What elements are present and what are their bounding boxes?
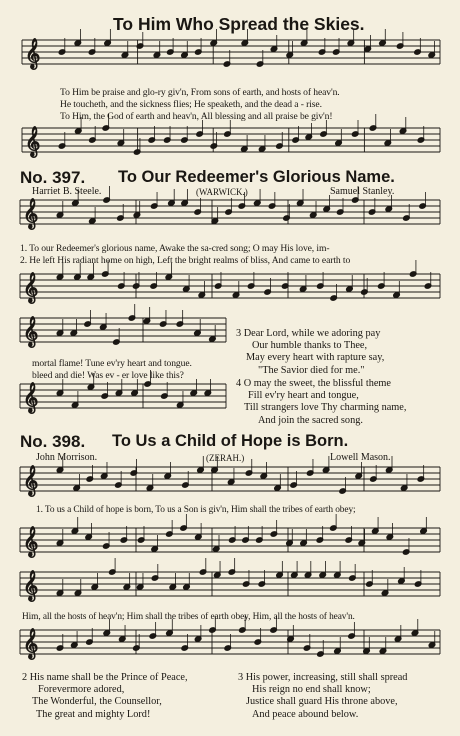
clef-icon: 𝄞 (23, 466, 39, 496)
clef-icon: 𝄞 (23, 383, 39, 413)
hymn398-lyric-2: Him, all the hosts of heav'n; Him shall the tribes of earth obey, Him, all the hosts of heav'n. (22, 612, 355, 622)
hymn1-title: To Him Who Spread the Skies. (113, 14, 365, 34)
clef-icon: 𝄞 (25, 127, 41, 157)
hymn398-verse-3: 3 His power, increasing, still shall spread His reign no end shall know; Justice shall guard His throne above, And peace abound below. (238, 672, 408, 720)
hymn397-composer: Samuel Stanley. (330, 186, 395, 197)
hymn397-lyric-1: 1. To our Redeemer's glorious name, Awake the sa-cred song; O may His love, im- (20, 243, 330, 254)
hymn1-lyric-3: To Him, the God of earth and heav'n, All blessing and all praise be giv'n! (60, 111, 333, 122)
clef-icon: 𝄞 (23, 199, 39, 229)
clef-icon: 𝄞 (23, 317, 39, 347)
clef-icon: 𝄞 (23, 273, 39, 303)
hymn397-verse-3: 3 Dear Lord, while we adoring pay Our humble thanks to Thee, May every heart with rapture say, "The Savior died for me." (236, 328, 385, 376)
hymn398-composer: Lowell Mason. (330, 452, 391, 463)
hymn398-number: No. 398. (20, 432, 86, 451)
hymn398-verse-2: 2 His name shall be the Prince of Peace, Forevermore adored, The Wonderful, the Counsellor, The great and mighty Lord! (22, 672, 188, 720)
hymn397-lyric-cont-1: mortal flame! Tune ev'ry heart and tongue. (32, 358, 192, 369)
clef-icon: 𝄞 (23, 527, 39, 557)
clef-icon: 𝄞 (23, 571, 39, 601)
hymn398-tune: (ZERAH.) (206, 453, 245, 463)
hymn397-verse-4: 4 O may the sweet, the blissful theme Fill ev'ry heart and tongue, Till strangers love Thy charming name, And join the sacred song. (236, 378, 407, 426)
clef-icon: 𝄞 (23, 629, 39, 659)
hymn397-lyric-cont-2: bleed and die! Was ev - er love like this? (32, 370, 184, 381)
clef-icon: 𝄞 (25, 39, 41, 69)
hymn397-lyric-2: 2. He left His radiant home on high, Left the bright realms of bliss, And came to earth to (20, 255, 351, 266)
hymn1-lyric-1: To Him be praise and glo-ry giv'n, From sons of earth, and hosts of heav'n. (60, 87, 340, 98)
hymn398-title: To Us a Child of Hope is Born. (112, 432, 349, 450)
hymn398-author: John Morrison. (36, 452, 98, 463)
hymn397-title: To Our Redeemer's Glorious Name. (118, 168, 395, 186)
hymn398-lyric-1: 1. To us a Child of hope is born, To us a Son is giv'n, Him shall the tribes of earth obey; (36, 505, 356, 515)
hymn397-number: No. 397. (20, 168, 86, 187)
hymn1-lyric-2: He toucheth, and the sickness flies; He speaketh, and the dead a - rise. (60, 99, 322, 110)
hymn397-author: Harriet B. Steele. (32, 186, 102, 197)
hymn397-tune: (WARWICK.) (196, 187, 248, 197)
